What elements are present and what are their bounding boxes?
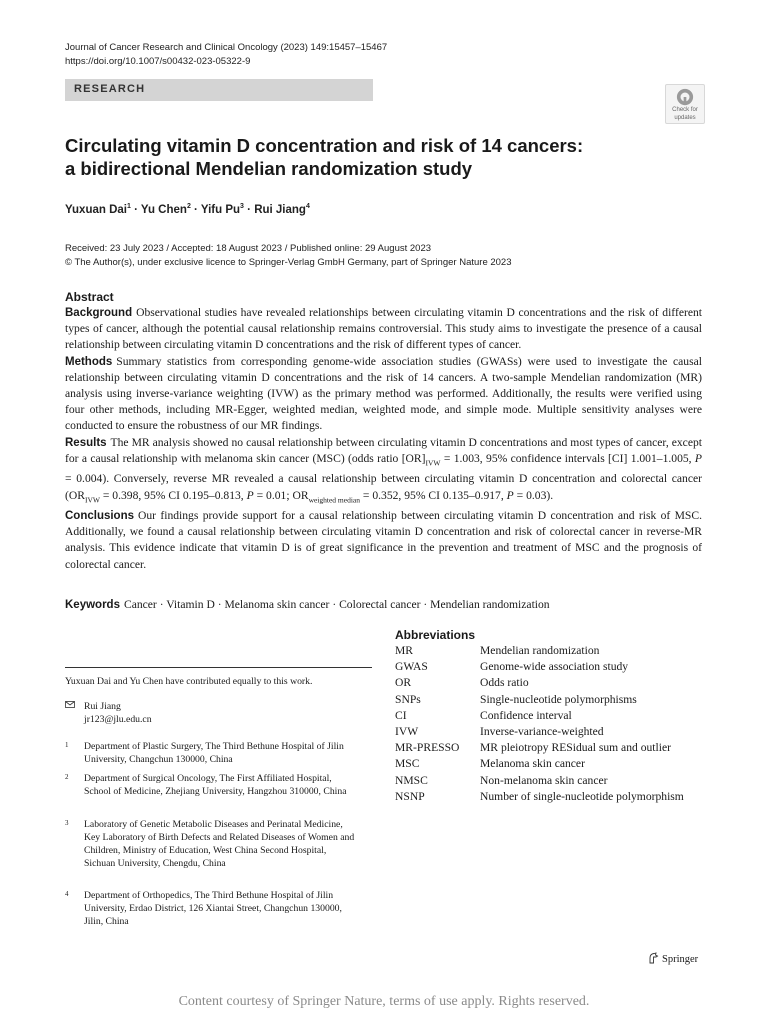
doi-link[interactable]: https://doi.org/10.1007/s00432-023-05322-9 xyxy=(65,56,251,67)
affiliation-item xyxy=(65,819,355,871)
affiliation-number: 4 xyxy=(65,890,69,898)
abbreviation-term: NMSC xyxy=(395,773,428,787)
author-name[interactable]: Yu Chen xyxy=(140,203,187,216)
author-list xyxy=(65,203,310,216)
abbreviation-definition: Non-melanoma skin cancer xyxy=(480,773,608,787)
results-subscript: weighted median xyxy=(308,494,361,504)
results-text: = 0.398, 95% CI 0.195–0.813, xyxy=(99,488,247,502)
results-text: = 0.01; OR xyxy=(253,488,309,502)
courtesy-notice: Content courtesy of Springer Nature, terms of use apply. Rights reserved. xyxy=(178,994,590,1009)
author-name[interactable]: Yifu Pu xyxy=(200,203,241,216)
corresponding-name: Rui Jiang xyxy=(84,701,121,712)
author-separator: · xyxy=(130,203,141,216)
abbreviation-row xyxy=(395,659,715,675)
keywords xyxy=(65,598,550,611)
equal-contribution-note: Yuxuan Dai and Yu Chen have contributed equally to this work. xyxy=(65,676,313,687)
abbreviation-term: NSNP xyxy=(395,789,425,803)
affiliation-text: Department of Plastic Surgery, The Third Bethune Hospital of Jilin University, Changchun 130000, China xyxy=(84,741,344,765)
publisher-name: Springer xyxy=(662,954,699,965)
author-name[interactable]: Rui Jiang xyxy=(254,203,306,216)
abstract-conclusions xyxy=(65,508,702,573)
abstract-heading: Abstract xyxy=(65,290,114,304)
author-affiliation-mark: 4 xyxy=(305,203,310,210)
title-line-2: a bidirectional Mendelian randomization study xyxy=(65,158,473,179)
copyright-line: © The Author(s), under exclusive licence to Springer-Verlag GmbH Germany, part of Springer Nature 2023 xyxy=(65,257,512,268)
abbreviation-row xyxy=(395,675,715,691)
abbreviation-definition: Mendelian randomization xyxy=(480,644,600,657)
check-for-updates-badge[interactable] xyxy=(665,84,705,124)
abbreviation-term: GWAS xyxy=(395,660,428,674)
author-name[interactable]: Yuxuan Dai xyxy=(65,203,127,216)
abbreviation-row xyxy=(395,708,715,724)
results-text: = 0.03). xyxy=(513,488,554,502)
affiliation-number: 2 xyxy=(65,773,69,781)
corresponding-author xyxy=(65,700,152,726)
results-p-symbol: P xyxy=(506,488,514,502)
abbreviation-definition: Single-nucleotide polymorphisms xyxy=(480,692,637,706)
results-label: Results xyxy=(65,436,107,449)
abbreviation-term: OR xyxy=(395,676,412,690)
section-label: RESEARCH xyxy=(74,83,146,95)
results-subscript: IVW xyxy=(84,494,100,504)
abbreviation-definition: Genome-wide association study xyxy=(480,660,629,674)
envelope-icon xyxy=(65,701,75,708)
footnote-divider xyxy=(65,667,372,668)
abbreviation-definition: MR pleiotropy RESidual sum and outlier xyxy=(480,741,671,755)
abbreviation-row xyxy=(395,789,715,805)
affiliation-text: Laboratory of Genetic Metabolic Diseases and Perinatal Medicine, Key Laboratory of Birth Defects and Related Diseases of Women and Children, Ministry of Education, West China Second Hospital, Sichuan University, Chengdu, China xyxy=(84,819,355,869)
results-text: = 0.352, 95% CI 0.135–0.917, xyxy=(360,488,507,502)
abbreviation-term: MSC xyxy=(395,757,420,771)
results-text: = 0.004). Conversely, reverse MR revealed a causal relationship between circulating vitamin D concentration and colorectal cancer (OR xyxy=(65,472,702,502)
abbreviation-row xyxy=(395,773,715,789)
keywords-text: Cancer · Vitamin D · Melanoma skin cancer · Colorectal cancer · Mendelian randomization xyxy=(123,598,550,611)
abbreviation-term: CI xyxy=(395,708,407,722)
abstract-methods xyxy=(65,354,702,435)
results-text: The MR analysis showed no causal relationship between circulating vitamin D concentrations and most types of cancer, except for a causal relationship with melanoma skin cancer (MSC) (odds ratio [OR] xyxy=(65,435,702,465)
abbreviation-row xyxy=(395,724,715,740)
publisher-logo xyxy=(648,952,698,965)
abbreviation-row xyxy=(395,692,715,708)
affiliation-item xyxy=(65,741,355,767)
section-label-bar xyxy=(65,79,373,101)
check-for-updates-icon xyxy=(676,88,694,106)
author-affiliation-mark: 1 xyxy=(127,203,131,210)
results-p-symbol: P xyxy=(694,451,702,465)
abbreviation-definition: Number of single-nucleotide polymorphism xyxy=(480,789,684,803)
abbreviations-table xyxy=(395,628,715,805)
affiliation-item xyxy=(65,773,355,799)
check-for-updates-text-1: Check for xyxy=(672,107,698,113)
publication-history xyxy=(65,242,512,270)
abstract-background xyxy=(65,305,702,354)
title-line-1: Circulating vitamin D concentration and risk of 14 cancers: xyxy=(65,135,584,156)
affiliation-text: Department of Surgical Oncology, The First Affiliated Hospital, School of Medicine, Zhejiang University, Hangzhou 310000, China xyxy=(84,773,347,797)
author-affiliation-mark: 2 xyxy=(186,203,191,210)
background-text: Observational studies have revealed relationships between circulating vitamin D concentrations and the risk of different types of cancer, although the potential causal relationship remains controversial. This study aims to investigate the presence of a causal relationship between circulating vitamin D concentrations and the risk of different types of cancer. xyxy=(65,306,702,352)
background-label: Background xyxy=(65,307,133,319)
abbreviation-row xyxy=(395,740,715,756)
author-separator: · xyxy=(243,203,255,216)
methods-label: Methods xyxy=(65,355,113,368)
abbreviation-term: MR xyxy=(395,644,414,657)
abbreviation-definition: Odds ratio xyxy=(480,676,529,690)
springer-horse-icon xyxy=(648,952,659,964)
article-title xyxy=(65,134,685,180)
affiliation-text: Department of Orthopedics, The Third Bethune Hospital of Jilin University, Erdao District, 126 Xiantai Street, Changchun 130000, Jilin, China xyxy=(84,890,342,927)
abbreviation-definition: Inverse-variance-weighted xyxy=(480,725,604,739)
abbreviation-term: IVW xyxy=(395,725,419,739)
abbreviation-definition: Melanoma skin cancer xyxy=(480,757,585,771)
journal-header xyxy=(65,41,387,69)
methods-text: Summary statistics from corresponding genome-wide association studies (GWASs) were used to investigate the causal relationship between circulating vitamin D concentrations and the risk of 14 cancers. A two-sample Mendelian randomization (MR) analysis using inverse-variance weighting (IVW) as the primary method was performed. Additionally, the results were verified using four other methods, including MR-Egger, weighted median, weighted mode, and simple mode. Multiple sensitivity analyses were conducted to ensure the robustness of our MR findings. xyxy=(65,354,702,433)
dates-line: Received: 23 July 2023 / Accepted: 18 August 2023 / Published online: 29 August 2023 xyxy=(65,243,432,254)
results-p-symbol: P xyxy=(246,488,254,502)
conclusions-text: Our findings provide support for a causal relationship between circulating vitamin D concentration and risk of MSC. Additionally, we found a causal relationship between circulating vitamin D concentration and risk of colorectal cancer in reverse-MR analysis. This evidence indicate that vitamin D is of great significance in the prevention and treatment of MSC and the prognosis of colorectal cancer. xyxy=(65,509,702,571)
abstract-section xyxy=(65,290,702,573)
corresponding-email[interactable]: jr123@jlu.edu.cn xyxy=(84,714,152,725)
author-affiliation-mark: 3 xyxy=(240,203,244,210)
conclusions-label: Conclusions xyxy=(65,510,135,523)
abbreviation-term: SNPs xyxy=(395,692,421,706)
journal-citation: Journal of Cancer Research and Clinical Oncology (2023) 149:15457–15467 xyxy=(65,42,388,53)
abbreviation-row xyxy=(395,756,715,772)
abstract-results xyxy=(65,435,702,508)
affiliation-number: 1 xyxy=(65,741,69,749)
abbreviation-term: MR-PRESSO xyxy=(395,741,460,755)
keywords-label: Keywords xyxy=(65,599,120,611)
check-for-updates-text-2: updates xyxy=(674,114,696,121)
abbreviations-title: Abbreviations xyxy=(395,628,476,642)
results-subscript: IVW xyxy=(425,458,441,468)
abbreviation-definition: Confidence interval xyxy=(480,708,572,722)
affiliation-item xyxy=(65,890,355,929)
abbreviation-row xyxy=(395,643,715,659)
affiliation-number: 3 xyxy=(65,819,69,827)
results-text: = 1.003, 95% confidence intervals [CI] 1.001–1.005, xyxy=(440,451,695,465)
author-separator: · xyxy=(190,203,201,216)
